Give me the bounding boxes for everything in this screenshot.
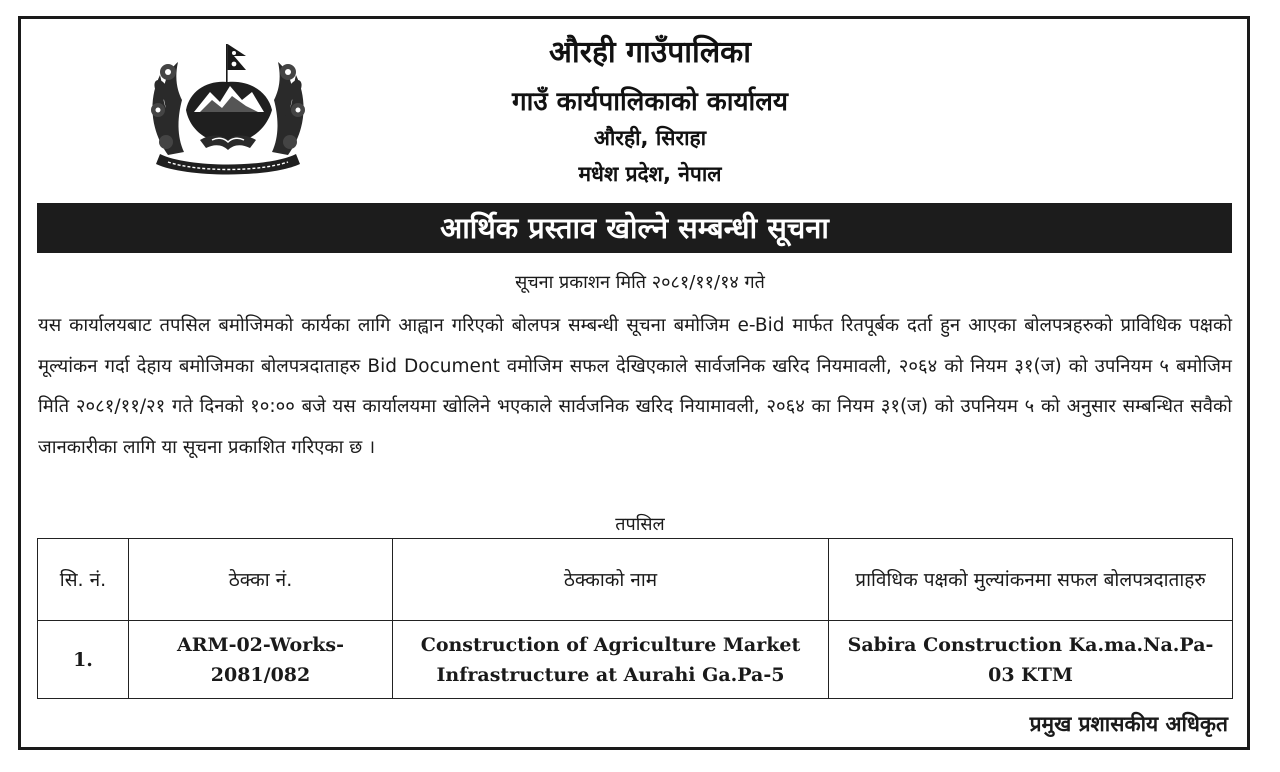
notice-body: यस कार्यालयबाट तपसिल बमोजिमको कार्यका लागि आह्वान गरिएको बोलपत्र सम्बन्धी सूचना बमोजिम e-Bid मार्फत रितपूर्बक दर्ता हुन आएका बोलपत्रहरुको प्राविधिक पक्षको मूल्यांकन गर्दा देहाय बमोजिमका बोलपत्रदाताहरु Bid Document वमोजिम सफल देखिएकाले सार्वजनिक खरिद नियमावली, २०६४ को नियम ३१(ज) को उपनियम ५ बमोजिम मिति २०८१/११/२१ गते दिनको १०:०० बजे यस कार्यालयमा खोलिने भएकाले सार्वजनिक खरिद नियामावली, २०६४ का नियम ३१(ज) को उपनियम ५ को अनुसार सम्बन्धित सवैको जानकारीका लागि या सूचना प्रकाशित गरिएका छ । [38, 315, 1232, 458]
cell-contract-name: Construction of Agriculture Market Infrastructure at Aurahi Ga.Pa-5 [393, 621, 829, 699]
signatory-title: प्रमुख प्रशासकीय अधिकृत [1029, 712, 1228, 736]
province-country: मधेश प्रदेश, नेपाल [578, 162, 722, 186]
table-header-row [38, 539, 1233, 621]
col-header-serial: सि. नं. [38, 539, 129, 621]
col-header-contract-name: ठेक्काको नाम [393, 539, 829, 621]
col-header-contract-no: ठेक्का नं. [129, 539, 393, 621]
cell-contract-no: ARM-02-Works-2081/082 [129, 621, 393, 699]
bid-table [37, 538, 1233, 699]
publication-date: सूचना प्रकाशन मिति २०८१/११/१४ गते [515, 272, 765, 293]
notice-title: आर्थिक प्रस्ताव खोल्ने सम्बन्धी सूचना [37, 203, 1232, 253]
office-name: गाउँ कार्यपालिकाको कार्यालय [512, 87, 788, 117]
table-row [38, 621, 1233, 699]
office-location: औरही, सिराहा [593, 126, 707, 150]
schedule-label: तपसिल [615, 514, 665, 535]
nepal-government-emblem-icon [138, 30, 318, 180]
col-header-successful-bidders: प्राविधिक पक्षको मुल्यांकनमा सफल बोलपत्रदाताहरु [829, 539, 1233, 621]
cell-bidder: Sabira Construction Ka.ma.Na.Pa-03 KTM [829, 621, 1233, 699]
cell-serial: 1. [38, 621, 129, 699]
municipality-name: औरही गाउँपालिका [549, 35, 751, 70]
